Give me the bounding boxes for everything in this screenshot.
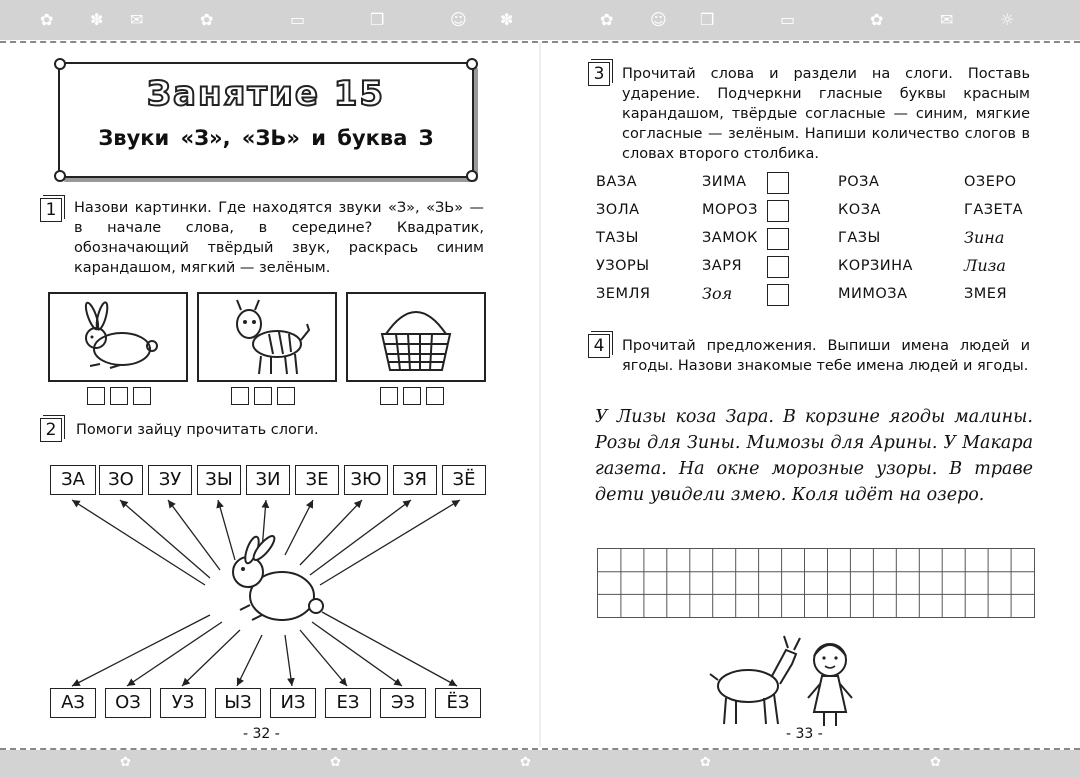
cube-doodle-icon: ❒ xyxy=(370,10,385,29)
arrow xyxy=(237,635,262,686)
word: КОРЗИНА xyxy=(838,258,913,274)
sun-doodle-icon: ☼ xyxy=(1000,10,1015,29)
word: Зоя xyxy=(702,284,733,303)
syllable-top: ЗО xyxy=(99,465,143,495)
syllable-top: ЗЯ xyxy=(393,465,437,495)
lesson-title: Занятие 15 xyxy=(146,74,386,114)
word: ВАЗА xyxy=(596,174,638,190)
bee-doodle-icon: ✽ xyxy=(500,10,514,29)
word: МИМОЗА xyxy=(838,286,908,302)
flower-doodle-icon: ✿ xyxy=(870,10,884,29)
flower-doodle-icon: ✿ xyxy=(120,755,131,770)
task4-instructions: Прочитай предложения. Выпиши имена людей и ягоды. Назови знакомые тебе имена людей и ягоды. xyxy=(622,338,1030,374)
arrow xyxy=(320,500,460,585)
word: ЗАРЯ xyxy=(702,258,743,274)
flower-doodle-icon: ✿ xyxy=(600,10,614,29)
flower-doodle-icon: ✿ xyxy=(520,755,531,770)
word: ОЗЕРО xyxy=(964,174,1017,190)
word: ГАЗЕТА xyxy=(964,202,1023,218)
flower-doodle-icon: ✿ xyxy=(330,755,341,770)
syllable-bottom: ЭЗ xyxy=(380,688,426,718)
car-doodle-icon: ▭ xyxy=(290,10,306,29)
arrow xyxy=(300,630,347,686)
word: ЗИМА xyxy=(702,174,747,190)
word: МОРОЗ xyxy=(702,202,758,218)
arrow xyxy=(322,612,457,686)
task-number: 2 xyxy=(40,418,62,442)
task-number: 1 xyxy=(40,198,62,222)
boy-face-doodle-icon: ☺ xyxy=(650,10,667,29)
word: КОЗА xyxy=(838,202,881,218)
syllable-bottom: ЁЗ xyxy=(435,688,481,718)
syllable-top: ЗЁ xyxy=(442,465,486,495)
flower-doodle-icon: ✿ xyxy=(200,10,214,29)
syllable-bottom: ИЗ xyxy=(270,688,316,718)
syllable-top: ЗЕ xyxy=(295,465,339,495)
handwritten-passage: У Лизы коза Зара. В корзине ягоды малины. Розы для Зины. Мимозы для Арины. У Макара газета. На окне морозные узоры. В траве дети увидели змею. Коля идёт на озеро. xyxy=(595,407,1033,505)
syllable-top: ЗИ xyxy=(246,465,290,495)
goat-and-girl-illustration xyxy=(700,628,880,728)
word: ГАЗЫ xyxy=(838,230,881,246)
kite-doodle-icon: ✉ xyxy=(130,10,144,29)
bee-doodle-icon: ✽ xyxy=(90,10,104,29)
syllable-bottom: АЗ xyxy=(50,688,96,718)
arrow xyxy=(168,500,220,570)
word: ЗЕМЛЯ xyxy=(596,286,651,302)
arrow xyxy=(218,500,235,560)
syllable-bottom: ОЗ xyxy=(105,688,151,718)
task1-instructions: Назови картинки. Где находятся звуки «З», «ЗЬ» — в начале слова, в середине? Квадратик, обозначающий твёрдый звук, раскрась синим карандашом, мягкий — зелёным. xyxy=(74,200,484,276)
flower-doodle-icon: ✿ xyxy=(700,755,711,770)
arrow xyxy=(72,500,205,585)
arrow xyxy=(310,500,411,575)
syllable-count-box[interactable] xyxy=(767,256,789,278)
arrows-layer xyxy=(0,0,540,750)
car-doodle-icon: ▭ xyxy=(780,10,796,29)
syllable-count-box[interactable] xyxy=(767,200,789,222)
arrow xyxy=(127,622,222,686)
flower-doodle-icon: ✿ xyxy=(930,755,941,770)
word: ЗАМОК xyxy=(702,230,758,246)
arrow xyxy=(182,630,240,686)
goat-icon xyxy=(718,670,778,702)
girl-icon xyxy=(814,644,846,676)
task3-instructions: Прочитай слова и раздели на слоги. Поставь ударение. Подчеркни гласные буквы красным карандашом, твёрдые согласные — синим, мягкие согласные — зелёным. Напиши количество слогов в словах второго столбика. xyxy=(622,66,1030,162)
word: РОЗА xyxy=(838,174,880,190)
task-number: 4 xyxy=(588,334,610,358)
page-number-right: - 33 - xyxy=(786,726,823,742)
arrow xyxy=(72,615,210,686)
syllable-top: ЗА xyxy=(50,465,96,495)
bottom-border-band xyxy=(0,750,1080,778)
cube-doodle-icon: ❒ xyxy=(700,10,715,29)
writing-grid-lines xyxy=(598,549,1034,617)
page-number-left: - 32 - xyxy=(243,726,280,742)
word: ЗОЛА xyxy=(596,202,640,218)
task2-instructions: Помоги зайцу прочитать слоги. xyxy=(76,422,319,438)
rabbit-center-icon xyxy=(233,533,323,620)
word: Лиза xyxy=(964,256,1006,275)
syllable-top: ЗЫ xyxy=(197,465,241,495)
kite-doodle-icon: ✉ xyxy=(940,10,954,29)
syllable-top: ЗЮ xyxy=(344,465,388,495)
syllable-bottom: ЫЗ xyxy=(215,688,261,718)
syllable-bottom: УЗ xyxy=(160,688,206,718)
sun-doodle-icon: ☺ xyxy=(450,10,467,29)
writing-grid[interactable] xyxy=(597,548,1035,618)
syllable-bottom: ЕЗ xyxy=(325,688,371,718)
syllable-count-box[interactable] xyxy=(767,284,789,306)
flower-doodle-icon: ✿ xyxy=(40,10,54,29)
syllable-count-box[interactable] xyxy=(767,172,789,194)
syllable-top: ЗУ xyxy=(148,465,192,495)
lesson-subtitle: Звуки «З», «ЗЬ» и буква З xyxy=(98,126,434,150)
word: ТАЗЫ xyxy=(596,230,639,246)
word: Зина xyxy=(964,228,1005,247)
word: УЗОРЫ xyxy=(596,258,650,274)
word: ЗМЕЯ xyxy=(964,286,1008,302)
syllable-count-box[interactable] xyxy=(767,228,789,250)
arrow xyxy=(285,500,313,555)
arrow xyxy=(285,635,292,686)
arrow xyxy=(300,500,362,565)
task-number: 3 xyxy=(588,62,610,86)
